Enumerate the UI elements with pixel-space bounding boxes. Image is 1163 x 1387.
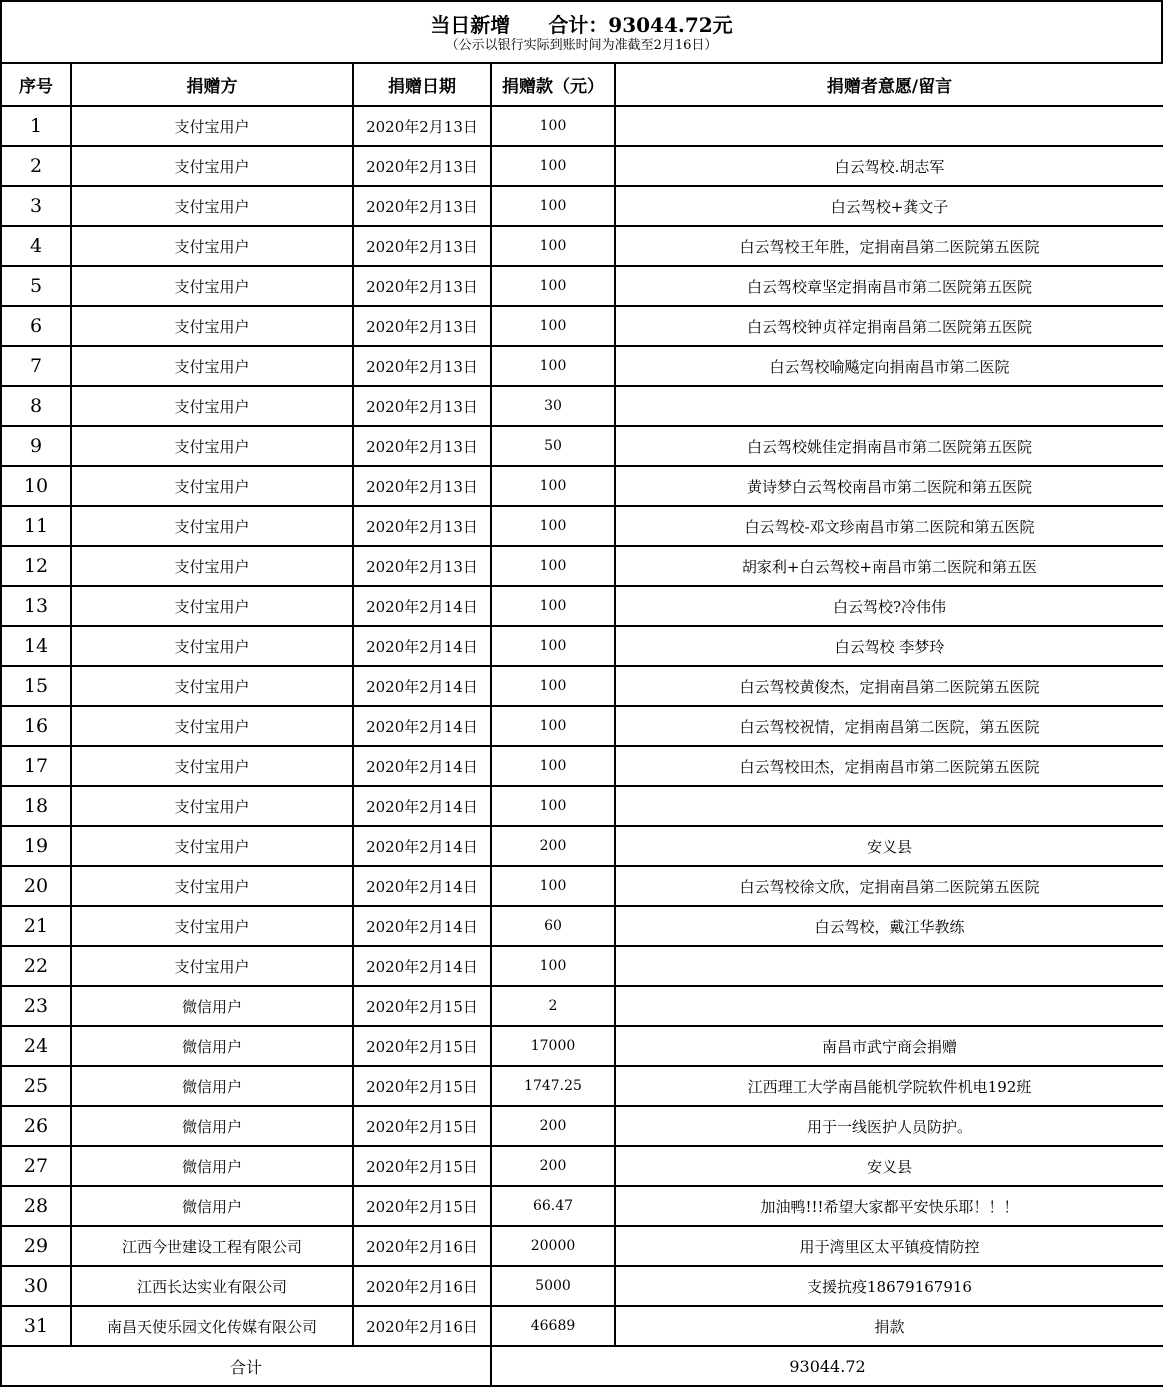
- sheet-title: [2, 13, 1161, 37]
- cell-amount: 20000: [491, 1226, 615, 1266]
- cell-date: 2020年2月15日: [353, 1106, 491, 1146]
- cell-seq: 4: [1, 226, 71, 266]
- cell-amount: 100: [491, 866, 615, 906]
- table-row: [1, 866, 1163, 906]
- cell-donor: 支付宝用户: [71, 106, 353, 146]
- table-row: [1, 346, 1163, 386]
- cell-message: 白云驾校-邓文珍南昌市第二医院和第五医院: [615, 506, 1163, 546]
- cell-message: 白云驾校徐文欣，定捐南昌第二医院第五医院: [615, 866, 1163, 906]
- table-row: [1, 626, 1163, 666]
- table-row: [1, 1146, 1163, 1186]
- cell-message: 安义县: [615, 1146, 1163, 1186]
- table-header: [1, 63, 1163, 106]
- cell-amount: 200: [491, 1146, 615, 1186]
- cell-donor: 支付宝用户: [71, 666, 353, 706]
- cell-message: 白云驾校.胡志军: [615, 146, 1163, 186]
- cell-date: 2020年2月15日: [353, 1026, 491, 1066]
- cell-amount: 100: [491, 186, 615, 226]
- cell-seq: 3: [1, 186, 71, 226]
- cell-amount: 100: [491, 346, 615, 386]
- cell-donor: 支付宝用户: [71, 346, 353, 386]
- cell-donor: 支付宝用户: [71, 826, 353, 866]
- cell-message: 白云驾校 李梦玲: [615, 626, 1163, 666]
- cell-date: 2020年2月13日: [353, 346, 491, 386]
- cell-message: [615, 786, 1163, 826]
- cell-message: 南昌市武宁商会捐赠: [615, 1026, 1163, 1066]
- table-row: [1, 906, 1163, 946]
- total-label: 合计: [1, 1346, 491, 1386]
- cell-date: 2020年2月14日: [353, 706, 491, 746]
- cell-seq: 31: [1, 1306, 71, 1346]
- cell-amount: 30: [491, 386, 615, 426]
- cell-seq: 7: [1, 346, 71, 386]
- column-header-date: 捐赠日期: [353, 63, 491, 106]
- cell-date: 2020年2月14日: [353, 786, 491, 826]
- cell-donor: 支付宝用户: [71, 906, 353, 946]
- cell-date: 2020年2月15日: [353, 1066, 491, 1106]
- cell-amount: 100: [491, 306, 615, 346]
- cell-date: 2020年2月13日: [353, 386, 491, 426]
- cell-message: 捐款: [615, 1306, 1163, 1346]
- cell-amount: 2: [491, 986, 615, 1026]
- cell-amount: 100: [491, 586, 615, 626]
- cell-seq: 17: [1, 746, 71, 786]
- cell-donor: 支付宝用户: [71, 146, 353, 186]
- cell-message: 白云驾校+龚文子: [615, 186, 1163, 226]
- cell-date: 2020年2月14日: [353, 826, 491, 866]
- cell-donor: 支付宝用户: [71, 306, 353, 346]
- cell-amount: 5000: [491, 1266, 615, 1306]
- cell-donor: 微信用户: [71, 1026, 353, 1066]
- cell-date: 2020年2月13日: [353, 506, 491, 546]
- cell-date: 2020年2月13日: [353, 306, 491, 346]
- table-row: [1, 106, 1163, 146]
- cell-seq: 9: [1, 426, 71, 466]
- cell-donor: 微信用户: [71, 1186, 353, 1226]
- cell-donor: 支付宝用户: [71, 466, 353, 506]
- cell-seq: 11: [1, 506, 71, 546]
- cell-amount: 200: [491, 1106, 615, 1146]
- cell-amount: 100: [491, 546, 615, 586]
- table-row: [1, 1266, 1163, 1306]
- cell-date: 2020年2月13日: [353, 426, 491, 466]
- table-row: [1, 706, 1163, 746]
- cell-seq: 19: [1, 826, 71, 866]
- cell-date: 2020年2月16日: [353, 1266, 491, 1306]
- cell-seq: 28: [1, 1186, 71, 1226]
- cell-message: 白云驾校?冷伟伟: [615, 586, 1163, 626]
- cell-donor: 南昌天使乐园文化传媒有限公司: [71, 1306, 353, 1346]
- cell-message: 黄诗梦白云驾校南昌市第二医院和第五医院: [615, 466, 1163, 506]
- sheet-header: [0, 0, 1163, 62]
- cell-date: 2020年2月14日: [353, 626, 491, 666]
- cell-message: 加油鸭!!!希望大家都平安快乐耶！！！: [615, 1186, 1163, 1226]
- cell-date: 2020年2月15日: [353, 986, 491, 1026]
- cell-seq: 1: [1, 106, 71, 146]
- cell-donor: 微信用户: [71, 1066, 353, 1106]
- cell-amount: 200: [491, 826, 615, 866]
- table-row: [1, 746, 1163, 786]
- cell-seq: 8: [1, 386, 71, 426]
- cell-donor: 支付宝用户: [71, 586, 353, 626]
- cell-seq: 6: [1, 306, 71, 346]
- cell-seq: 12: [1, 546, 71, 586]
- cell-message: 支援抗疫18679167916: [615, 1266, 1163, 1306]
- column-header-amount: 捐赠款（元）: [491, 63, 615, 106]
- cell-seq: 13: [1, 586, 71, 626]
- cell-message: 白云驾校田杰，定捐南昌市第二医院第五医院: [615, 746, 1163, 786]
- cell-amount: 100: [491, 626, 615, 666]
- cell-donor: 支付宝用户: [71, 746, 353, 786]
- cell-message: 白云驾校，戴江华教练: [615, 906, 1163, 946]
- cell-amount: 100: [491, 506, 615, 546]
- cell-date: 2020年2月14日: [353, 586, 491, 626]
- cell-date: 2020年2月16日: [353, 1306, 491, 1346]
- table-row: [1, 666, 1163, 706]
- sheet-subtitle: （公示以银行实际到账时间为准截至2月16日）: [445, 38, 718, 53]
- cell-seq: 30: [1, 1266, 71, 1306]
- cell-date: 2020年2月16日: [353, 1226, 491, 1266]
- cell-donor: 支付宝用户: [71, 226, 353, 266]
- table-row: [1, 546, 1163, 586]
- cell-amount: 100: [491, 226, 615, 266]
- cell-amount: 100: [491, 666, 615, 706]
- cell-donor: 微信用户: [71, 1146, 353, 1186]
- cell-message: [615, 986, 1163, 1026]
- cell-donor: 支付宝用户: [71, 546, 353, 586]
- cell-date: 2020年2月15日: [353, 1146, 491, 1186]
- table-row: [1, 306, 1163, 346]
- cell-amount: 100: [491, 466, 615, 506]
- cell-donor: 支付宝用户: [71, 946, 353, 986]
- cell-donor: 江西今世建设工程有限公司: [71, 1226, 353, 1266]
- cell-amount: 50: [491, 426, 615, 466]
- cell-date: 2020年2月14日: [353, 946, 491, 986]
- cell-seq: 10: [1, 466, 71, 506]
- cell-date: 2020年2月15日: [353, 1186, 491, 1226]
- cell-message: 白云驾校王年胜，定捐南昌第二医院第五医院: [615, 226, 1163, 266]
- cell-seq: 16: [1, 706, 71, 746]
- cell-date: 2020年2月13日: [353, 546, 491, 586]
- cell-donor: 支付宝用户: [71, 386, 353, 426]
- table-row: [1, 386, 1163, 426]
- table-row: [1, 1226, 1163, 1266]
- cell-seq: 2: [1, 146, 71, 186]
- table-row: [1, 146, 1163, 186]
- table-row: [1, 586, 1163, 626]
- cell-message: 白云驾校章坚定捐南昌市第二医院第五医院: [615, 266, 1163, 306]
- sheet-title-left: 当日新增: [430, 13, 511, 37]
- cell-seq: 18: [1, 786, 71, 826]
- column-header-message: 捐赠者意愿/留言: [615, 63, 1163, 106]
- cell-amount: 66.47: [491, 1186, 615, 1226]
- cell-amount: 60: [491, 906, 615, 946]
- total-value: 93044.72: [491, 1346, 1163, 1386]
- cell-seq: 23: [1, 986, 71, 1026]
- cell-message: [615, 386, 1163, 426]
- table-row: [1, 426, 1163, 466]
- cell-message: 白云驾校钟贞祥定捐南昌第二医院第五医院: [615, 306, 1163, 346]
- cell-seq: 27: [1, 1146, 71, 1186]
- cell-seq: 15: [1, 666, 71, 706]
- table-row: [1, 186, 1163, 226]
- cell-date: 2020年2月14日: [353, 866, 491, 906]
- cell-message: 用于一线医护人员防护。: [615, 1106, 1163, 1146]
- cell-message: [615, 946, 1163, 986]
- table-row: [1, 266, 1163, 306]
- table-body: [1, 106, 1163, 1346]
- cell-donor: 支付宝用户: [71, 426, 353, 466]
- table-row: [1, 226, 1163, 266]
- table-row: [1, 786, 1163, 826]
- table-row: [1, 1306, 1163, 1346]
- cell-seq: 21: [1, 906, 71, 946]
- cell-date: 2020年2月13日: [353, 266, 491, 306]
- cell-donor: 江西长达实业有限公司: [71, 1266, 353, 1306]
- table-row: [1, 1026, 1163, 1066]
- cell-date: 2020年2月14日: [353, 906, 491, 946]
- table-row: [1, 986, 1163, 1026]
- cell-amount: 17000: [491, 1026, 615, 1066]
- cell-donor: 支付宝用户: [71, 266, 353, 306]
- cell-message: 白云驾校祝情，定捐南昌第二医院，第五医院: [615, 706, 1163, 746]
- table-row: [1, 826, 1163, 866]
- cell-date: 2020年2月14日: [353, 746, 491, 786]
- cell-amount: 100: [491, 786, 615, 826]
- column-header-donor: 捐赠方: [71, 63, 353, 106]
- cell-amount: 100: [491, 946, 615, 986]
- cell-donor: 支付宝用户: [71, 506, 353, 546]
- cell-donor: 支付宝用户: [71, 186, 353, 226]
- table-header-row: [1, 63, 1163, 106]
- cell-amount: 46689: [491, 1306, 615, 1346]
- donation-table: [0, 62, 1163, 1387]
- cell-message: [615, 106, 1163, 146]
- cell-message: 白云驾校黄俊杰，定捐南昌第二医院第五医院: [615, 666, 1163, 706]
- cell-message: 安义县: [615, 826, 1163, 866]
- cell-message: 白云驾校姚佳定捐南昌市第二医院第五医院: [615, 426, 1163, 466]
- table-row: [1, 506, 1163, 546]
- column-header-seq: 序号: [1, 63, 71, 106]
- cell-message: 江西理工大学南昌能机学院软件机电192班: [615, 1066, 1163, 1106]
- cell-seq: 25: [1, 1066, 71, 1106]
- cell-amount: 100: [491, 266, 615, 306]
- cell-seq: 5: [1, 266, 71, 306]
- cell-seq: 26: [1, 1106, 71, 1146]
- cell-amount: 1747.25: [491, 1066, 615, 1106]
- cell-donor: 微信用户: [71, 986, 353, 1026]
- cell-amount: 100: [491, 706, 615, 746]
- cell-date: 2020年2月13日: [353, 466, 491, 506]
- cell-seq: 22: [1, 946, 71, 986]
- cell-donor: 微信用户: [71, 1106, 353, 1146]
- cell-donor: 支付宝用户: [71, 626, 353, 666]
- cell-amount: 100: [491, 146, 615, 186]
- cell-donor: 支付宝用户: [71, 786, 353, 826]
- cell-message: 胡家利+白云驾校+南昌市第二医院和第五医: [615, 546, 1163, 586]
- cell-donor: 支付宝用户: [71, 866, 353, 906]
- cell-message: 用于湾里区太平镇疫情防控: [615, 1226, 1163, 1266]
- cell-date: 2020年2月13日: [353, 106, 491, 146]
- cell-seq: 20: [1, 866, 71, 906]
- table-row: [1, 1186, 1163, 1226]
- cell-seq: 24: [1, 1026, 71, 1066]
- table-row: [1, 946, 1163, 986]
- table-row: [1, 466, 1163, 506]
- cell-donor: 支付宝用户: [71, 706, 353, 746]
- table-row: [1, 1066, 1163, 1106]
- cell-message: 白云驾校喻飚定向捐南昌市第二医院: [615, 346, 1163, 386]
- cell-amount: 100: [491, 106, 615, 146]
- table-row: [1, 1106, 1163, 1146]
- cell-amount: 100: [491, 746, 615, 786]
- cell-date: 2020年2月13日: [353, 226, 491, 266]
- sheet-title-total: 合计：93044.72元: [548, 13, 733, 37]
- cell-date: 2020年2月13日: [353, 186, 491, 226]
- total-row: [1, 1346, 1163, 1386]
- cell-date: 2020年2月13日: [353, 146, 491, 186]
- cell-date: 2020年2月14日: [353, 666, 491, 706]
- table-footer: [1, 1346, 1163, 1386]
- cell-seq: 29: [1, 1226, 71, 1266]
- cell-seq: 14: [1, 626, 71, 666]
